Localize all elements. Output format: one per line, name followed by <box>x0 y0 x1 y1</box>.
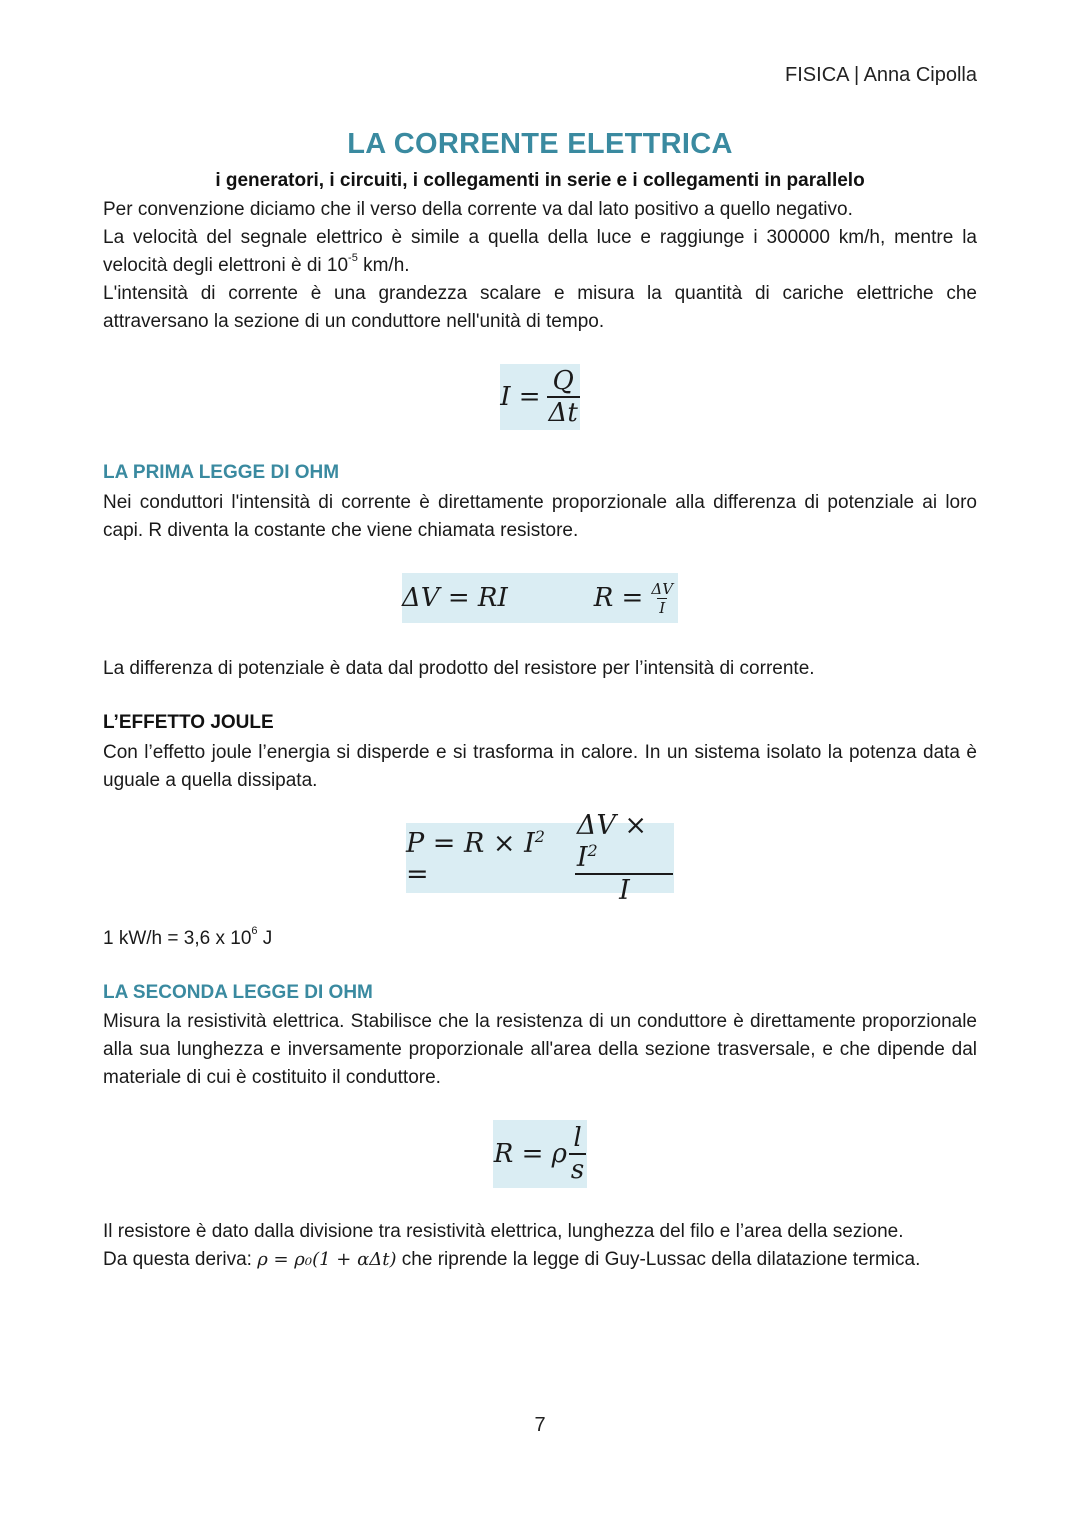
resistivity-temperature-formula: ρ = ρ₀(1 + αΔt) <box>257 1249 397 1270</box>
current-formula-lhs: I = <box>500 382 541 412</box>
ohm2-after-text-a: Da questa deriva: <box>103 1249 258 1270</box>
page-subtitle: i generatori, i circuiti, i collegamenti in serie e i collegamenti in parallelo <box>215 170 865 191</box>
ohm2-after-text-b: che riprende la legge di Guy-Lussac della dilatazione termica. <box>396 1249 921 1270</box>
joule-formula-eq: = <box>406 858 429 890</box>
current-formula-fraction <box>547 366 580 428</box>
conversion-line <box>103 925 977 953</box>
ohm1-formula-b-denominator: I <box>659 598 666 617</box>
joule-formula-numerator-exponent: 2 <box>587 841 598 860</box>
current-formula <box>500 364 580 430</box>
ohm2-formula-lhs: R = ρ <box>493 1139 567 1169</box>
joule-formula-numerator-wrap <box>575 810 674 873</box>
conversion-text-a: 1 kW/h = 3,6 x 10 <box>103 928 252 949</box>
ohm1-formula <box>402 573 678 623</box>
ohm2-formula-fraction <box>569 1123 586 1185</box>
joule-formula-fraction <box>575 810 674 906</box>
ohm1-paragraph: Nei conduttori l'intensità di corrente è direttamente proporzionale alla differenza di potenziale ai loro capi. R diventa la costante che viene chiamata resistore. <box>103 492 977 541</box>
conversion-exponent: 6 <box>251 924 258 937</box>
ohm2-heading: LA SECONDA LEGGE DI OHM <box>103 982 373 1003</box>
ohm1-after-paragraph: La differenza di potenziale è data dal prodotto del resistore per l’intensità di corrente. <box>103 658 815 679</box>
intro-paragraph-3: L'intensità di corrente è una grandezza scalare e misura la quantità di cariche elettriche che attraversano la sezione di un conduttore nell'unità di tempo. <box>103 283 977 332</box>
joule-heading: L’EFFETTO JOULE <box>103 712 274 733</box>
joule-formula <box>406 810 674 906</box>
ohm1-formula-a: ΔV = RI <box>402 583 508 613</box>
joule-formula-lhs-exponent: 2 <box>534 826 545 846</box>
joule-formula-denominator: I <box>575 873 673 906</box>
ohm2-after-paragraph-1: Il resistore è dato dalla divisione tra resistività elettrica, lunghezza del filo e l’area della sezione. <box>103 1221 904 1242</box>
ohm1-formula-b-fraction <box>649 580 675 617</box>
conversion-text-b: J <box>257 928 273 949</box>
ohm2-formula-numerator: l <box>573 1123 582 1153</box>
intro-paragraph-2-text-b: km/h. <box>357 255 410 276</box>
ohm1-heading: LA PRIMA LEGGE DI OHM <box>103 462 340 483</box>
ohm2-formula <box>493 1120 587 1188</box>
joule-paragraph: Con l’effetto joule l’energia si disperde e si trasforma in calore. In un sistema isolato la potenza data è uguale a quella dissipata. <box>103 742 977 791</box>
joule-formula-lhs-wrap <box>406 827 569 890</box>
page-number: 7 <box>534 1414 546 1436</box>
current-formula-denominator: Δt <box>548 398 578 428</box>
ohm2-after-paragraph-2 <box>103 1246 977 1274</box>
joule-formula-numerator: ΔV × I <box>576 810 648 873</box>
ohm2-paragraph: Misura la resistività elettrica. Stabilisce che la resistenza di un conduttore è direttamente proporzionale alla sua lunghezza e inversamente proporzionale all'area della sezione trasversale, e che dipende dal materiale di cui è costituito il conduttore. <box>103 1011 977 1088</box>
page-header: FISICA | Anna Cipolla <box>785 64 977 86</box>
ohm1-formula-b-numerator: ΔV <box>651 579 674 598</box>
current-formula-numerator: Q <box>552 366 574 396</box>
page-title: LA CORRENTE ELETTRICA <box>347 128 733 160</box>
joule-formula-lhs: P = R × I <box>406 827 535 859</box>
intro-paragraph-2 <box>103 224 977 280</box>
ohm1-formula-b-lhs: R = <box>593 583 644 613</box>
intro-paragraph-1: Per convenzione diciamo che il verso della corrente va dal lato positivo a quello negativo. <box>103 199 853 220</box>
ohm2-formula-denominator: s <box>570 1155 585 1185</box>
intro-paragraph-2-text-a: La velocità del segnale elettrico è simile a quella della luce e raggiunge i 300000 km/h, mentre la velocità degli elettroni è di 10 <box>103 227 977 276</box>
intro-exponent: -5 <box>348 251 358 264</box>
